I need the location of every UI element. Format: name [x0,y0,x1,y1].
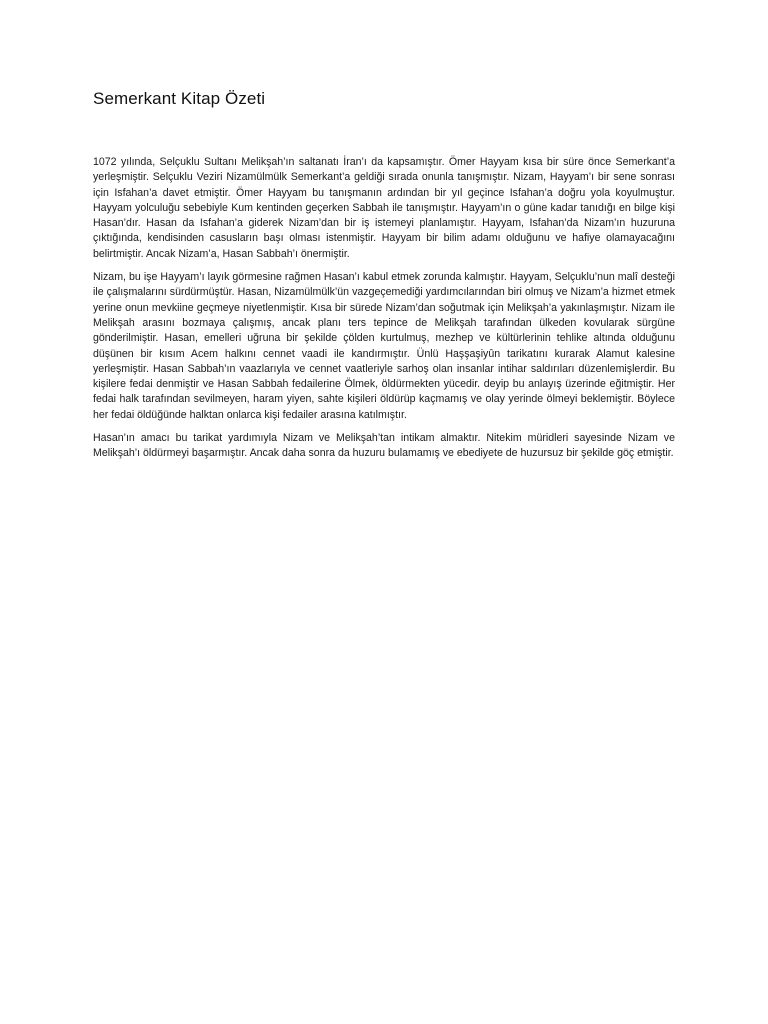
paragraph-2: Nizam, bu işe Hayyam’ı layık görmesine rağmen Hasan’ı kabul etmek zorunda kalmıştır. Hayyam, Selçuklu’nun malî desteği ile çalışmalarını sürdürmüştür. Hasan, Nizamülmülk’ün vazgeçemediği yardımcılarından biri olmuş ve Nizam’a hizmet etmek yerine onun mevkiine geçmeye niyetlenmiştir. Kısa bir sürede Nizam’dan soğutmak için Melikşah’a yakınlaşmıştır. Nizam ile Melikşah arasını bozmaya çalışmış, ancak planı ters tepince de Melikşah tarafından ülkeden kovularak sürgüne gönderilmiştir. Hasan, emelleri uğruna bir şekilde çölden kurtulmuş, mezhep ve kültürlerinin tehlike altında olduğunu düşünen bir kısım Acem halkını cennet vaadi ile kandırmıştır. Ünlü Haşşaşiyûn tarikatını kurarak Alamut kalesine yerleşmiştir. Hasan Sabbah’ın vaazlarıyla ve cennet vaatleriyle sarhoş olan insanlar intihar saldırıları düzenlemişlerdir. Bu kişilere fedai denmiştir ve Hasan Sabbah fedailerine Ölmek, öldürmekten yücedir. deyip bu anlayış üzerinde eğitmiştir. Her fedai halk tarafından sevilmeyen, haram yiyen, sahte kişileri öldürüp kaçmamış ve olay yerinde ölmeyi beklemiştir. Böylece her fedai öldüğünde halktan onlarca kişi fedailer arasına katılmıştır. [93,271,675,421]
document-body [93,155,675,470]
paragraph-1: 1072 yılında, Selçuklu Sultanı Melikşah’ın saltanatı İran’ı da kapsamıştır. Ömer Hayyam kısa bir süre önce Semerkant’a yerleşmiştir. Selçuklu Veziri Nizamülmülk Semerkant’a geldiği sırada onunla tanışmıştır. Nizam, Hayyam’ı bir sene sonrası için Isfahan’a davet etmiştir. Ömer Hayyam bu tanışmanın ardından bir yıl geçince Isfahan’a doğru yola koyulmuştur. Hayyam yolculuğu sebebiyle Kum kentinden geçerken Sabbah ile tanışmıştır. Hayyam’ın o güne kadar tanıdığı en bilge kişi Hasan’dır. Hasan da Isfahan’a giderek Nizam’dan bir iş istemeyi planlamıştır. Hayyam, Isfahan’da Nizam’ın huzuruna çıktığında, kendisinden casusların başı olması istenmiştir. Hayyam bir bilim adamı olduğunu ve hafiye olamayacağını belirtmiştir. Ancak Nizam’a, Hasan Sabbah’ı önermiştir. [93,156,675,260]
paragraph-3: Hasan’ın amacı bu tarikat yardımıyla Nizam ve Melikşah’tan intikam almaktır. Nitekim müridleri sayesinde Nizam ve Melikşah’ı öldürmeyi başarmıştır. Ancak daha sonra da huzuru bulamamış ve ebediyete de huzursuz bir şekilde göç etmiştir. [93,432,675,460]
document-title: Semerkant Kitap Özeti [93,89,266,108]
